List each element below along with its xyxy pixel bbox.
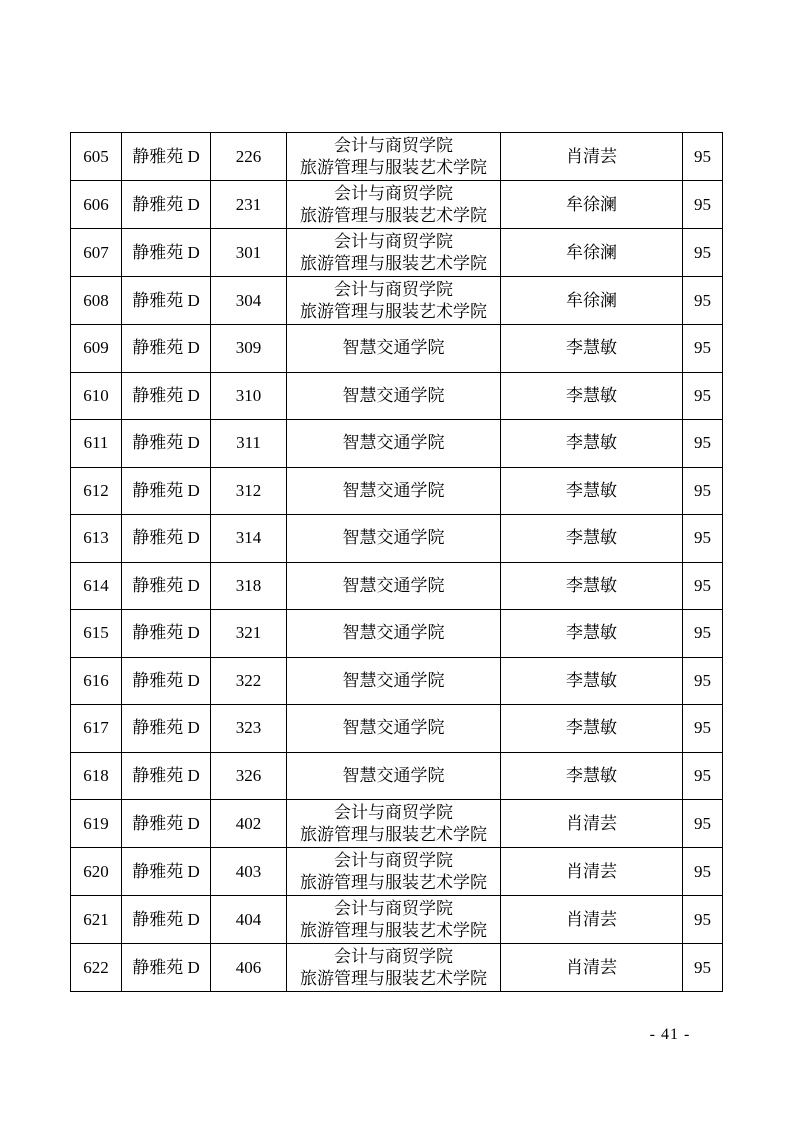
cell-person: 肖清芸 — [501, 800, 683, 848]
cell-building: 静雅苑 D — [122, 610, 211, 658]
cell-department — [287, 420, 501, 468]
cell-department — [287, 705, 501, 753]
cell-person: 李慧敏 — [501, 610, 683, 658]
cell-person: 肖清芸 — [501, 944, 683, 992]
cell-person: 牟徐澜 — [501, 229, 683, 277]
table-row — [71, 705, 723, 753]
department-line: 智慧交通学院 — [342, 623, 445, 643]
cell-number: 605 — [71, 133, 122, 181]
cell-person: 肖清芸 — [501, 133, 683, 181]
cell-room: 403 — [211, 848, 287, 896]
cell-room: 311 — [211, 420, 287, 468]
cell-building: 静雅苑 D — [122, 133, 211, 181]
department-line: 智慧交通学院 — [342, 338, 445, 358]
cell-score: 95 — [683, 420, 723, 468]
department-line: 智慧交通学院 — [342, 670, 445, 690]
department-line: 旅游管理与服装艺术学院 — [300, 253, 487, 273]
cell-score: 95 — [683, 944, 723, 992]
cell-person: 李慧敏 — [501, 752, 683, 800]
department-line: 会计与商贸学院 — [334, 850, 453, 870]
cell-score: 95 — [683, 610, 723, 658]
table-row — [71, 325, 723, 373]
department-line: 智慧交通学院 — [342, 528, 445, 548]
cell-building: 静雅苑 D — [122, 705, 211, 753]
department-line: 智慧交通学院 — [342, 433, 445, 453]
cell-person: 牟徐澜 — [501, 181, 683, 229]
cell-number: 614 — [71, 562, 122, 610]
cell-person: 李慧敏 — [501, 325, 683, 373]
cell-department — [287, 181, 501, 229]
cell-number: 618 — [71, 752, 122, 800]
cell-department — [287, 372, 501, 420]
cell-room: 323 — [211, 705, 287, 753]
cell-department — [287, 515, 501, 563]
cell-department — [287, 467, 501, 515]
cell-building: 静雅苑 D — [122, 229, 211, 277]
cell-department — [287, 800, 501, 848]
cell-person: 李慧敏 — [501, 515, 683, 563]
cell-score: 95 — [683, 325, 723, 373]
cell-room: 402 — [211, 800, 287, 848]
table-row — [71, 229, 723, 277]
department-line: 旅游管理与服装艺术学院 — [300, 920, 487, 940]
cell-number: 622 — [71, 944, 122, 992]
page-number: - 41 - — [649, 1026, 691, 1043]
cell-room: 304 — [211, 277, 287, 325]
cell-building: 静雅苑 D — [122, 562, 211, 610]
cell-number: 606 — [71, 181, 122, 229]
cell-building: 静雅苑 D — [122, 372, 211, 420]
cell-score: 95 — [683, 752, 723, 800]
cell-person: 李慧敏 — [501, 467, 683, 515]
cell-number: 617 — [71, 705, 122, 753]
cell-building: 静雅苑 D — [122, 420, 211, 468]
table-row — [71, 420, 723, 468]
table-row — [71, 181, 723, 229]
table-row — [71, 800, 723, 848]
cell-person: 肖清芸 — [501, 848, 683, 896]
cell-room: 322 — [211, 657, 287, 705]
cell-person: 李慧敏 — [501, 562, 683, 610]
cell-number: 610 — [71, 372, 122, 420]
table-row — [71, 657, 723, 705]
table-body — [71, 133, 723, 992]
cell-number: 612 — [71, 467, 122, 515]
cell-person: 李慧敏 — [501, 705, 683, 753]
cell-department — [287, 944, 501, 992]
cell-number: 613 — [71, 515, 122, 563]
cell-building: 静雅苑 D — [122, 848, 211, 896]
department-line: 旅游管理与服装艺术学院 — [300, 968, 487, 988]
cell-number: 611 — [71, 420, 122, 468]
cell-department — [287, 657, 501, 705]
department-line: 会计与商贸学院 — [334, 183, 453, 203]
department-line: 会计与商贸学院 — [334, 279, 453, 299]
cell-department — [287, 610, 501, 658]
cell-score: 95 — [683, 896, 723, 944]
cell-building: 静雅苑 D — [122, 277, 211, 325]
cell-score: 95 — [683, 515, 723, 563]
cell-room: 231 — [211, 181, 287, 229]
table-row — [71, 752, 723, 800]
cell-number: 615 — [71, 610, 122, 658]
cell-person: 李慧敏 — [501, 657, 683, 705]
cell-score: 95 — [683, 133, 723, 181]
department-line: 智慧交通学院 — [342, 765, 445, 785]
cell-score: 95 — [683, 848, 723, 896]
cell-room: 318 — [211, 562, 287, 610]
cell-number: 621 — [71, 896, 122, 944]
cell-department — [287, 848, 501, 896]
department-line: 智慧交通学院 — [342, 385, 445, 405]
cell-number: 620 — [71, 848, 122, 896]
cell-room: 404 — [211, 896, 287, 944]
cell-department — [287, 277, 501, 325]
cell-person: 肖清芸 — [501, 896, 683, 944]
table-row — [71, 133, 723, 181]
cell-building: 静雅苑 D — [122, 657, 211, 705]
cell-room: 312 — [211, 467, 287, 515]
table-row — [71, 372, 723, 420]
cell-department — [287, 229, 501, 277]
department-line: 会计与商贸学院 — [334, 231, 453, 251]
cell-number: 619 — [71, 800, 122, 848]
cell-department — [287, 562, 501, 610]
cell-department — [287, 133, 501, 181]
department-line: 旅游管理与服装艺术学院 — [300, 824, 487, 844]
cell-building: 静雅苑 D — [122, 325, 211, 373]
cell-room: 406 — [211, 944, 287, 992]
cell-room: 314 — [211, 515, 287, 563]
cell-department — [287, 752, 501, 800]
cell-score: 95 — [683, 229, 723, 277]
cell-person: 牟徐澜 — [501, 277, 683, 325]
cell-score: 95 — [683, 467, 723, 515]
cell-score: 95 — [683, 277, 723, 325]
cell-number: 607 — [71, 229, 122, 277]
cell-number: 608 — [71, 277, 122, 325]
cell-building: 静雅苑 D — [122, 800, 211, 848]
department-line: 旅游管理与服装艺术学院 — [300, 872, 487, 892]
department-line: 旅游管理与服装艺术学院 — [300, 205, 487, 225]
department-line: 会计与商贸学院 — [334, 802, 453, 822]
cell-department — [287, 896, 501, 944]
department-line: 会计与商贸学院 — [334, 946, 453, 966]
table-row — [71, 515, 723, 563]
cell-room: 301 — [211, 229, 287, 277]
department-line: 智慧交通学院 — [342, 718, 445, 738]
cell-person: 李慧敏 — [501, 420, 683, 468]
table-row — [71, 896, 723, 944]
department-line: 旅游管理与服装艺术学院 — [300, 301, 487, 321]
cell-room: 326 — [211, 752, 287, 800]
cell-building: 静雅苑 D — [122, 944, 211, 992]
cell-score: 95 — [683, 657, 723, 705]
cell-building: 静雅苑 D — [122, 896, 211, 944]
cell-score: 95 — [683, 705, 723, 753]
cell-score: 95 — [683, 181, 723, 229]
table-row — [71, 610, 723, 658]
cell-building: 静雅苑 D — [122, 752, 211, 800]
department-line: 会计与商贸学院 — [334, 135, 453, 155]
dormitory-score-table — [70, 132, 723, 992]
cell-score: 95 — [683, 372, 723, 420]
cell-room: 309 — [211, 325, 287, 373]
table-row — [71, 277, 723, 325]
department-line: 旅游管理与服装艺术学院 — [300, 157, 487, 177]
table-row — [71, 562, 723, 610]
department-line: 会计与商贸学院 — [334, 898, 453, 918]
department-line: 智慧交通学院 — [342, 480, 445, 500]
cell-building: 静雅苑 D — [122, 515, 211, 563]
cell-building: 静雅苑 D — [122, 181, 211, 229]
cell-room: 226 — [211, 133, 287, 181]
table-row — [71, 848, 723, 896]
cell-person: 李慧敏 — [501, 372, 683, 420]
table-row — [71, 467, 723, 515]
cell-score: 95 — [683, 800, 723, 848]
cell-room: 321 — [211, 610, 287, 658]
cell-number: 609 — [71, 325, 122, 373]
cell-department — [287, 325, 501, 373]
cell-number: 616 — [71, 657, 122, 705]
cell-score: 95 — [683, 562, 723, 610]
cell-building: 静雅苑 D — [122, 467, 211, 515]
department-line: 智慧交通学院 — [342, 575, 445, 595]
table-row — [71, 944, 723, 992]
cell-room: 310 — [211, 372, 287, 420]
